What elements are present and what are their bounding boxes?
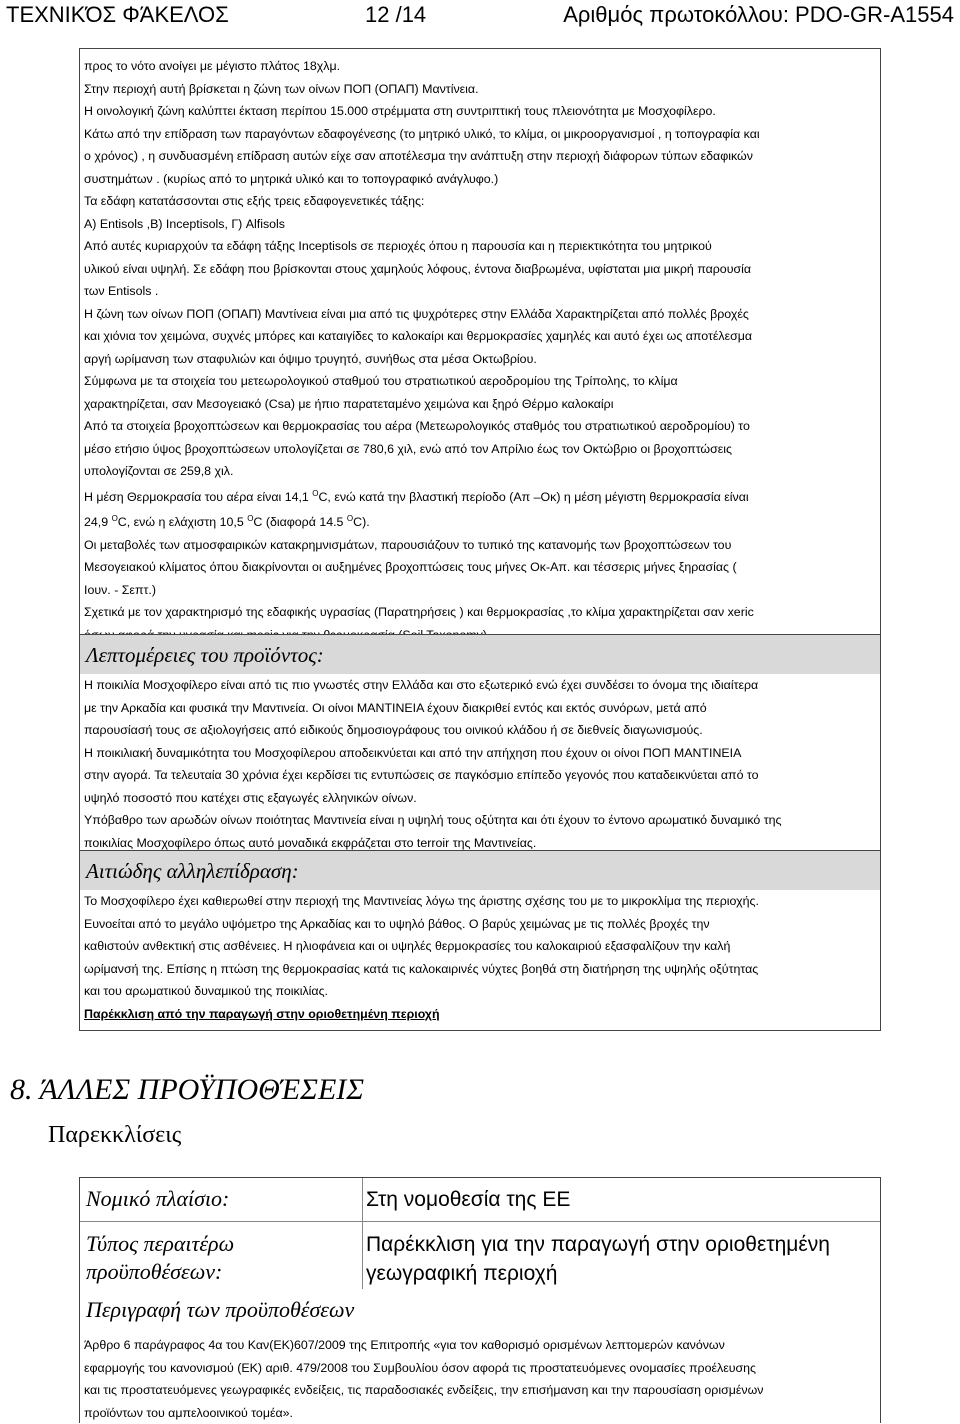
text-line: Η ζώνη των οίνων ΠΟΠ (ΟΠΑΠ) Μαντίνεια είναι μια από τις ψυχρότερες στην Ελλάδα Χαρακτηρίζεται από πολλές βροχές <box>84 303 876 326</box>
text-line: Τα εδάφη κατατάσσονται στις εξής τρεις εδαφογενετικές τάξης: <box>84 190 876 213</box>
text-line: με την Αρκαδία και φυσικά την Μαντινεία. Οι οίνοι ΜΑΝΤΙΝΕΙΑ έχουν διακριθεί εντός και εκτός συνόρων, μετά από <box>84 697 876 720</box>
text-line: ωρίμανσή της. Επίσης η πτώση της θερμοκρασίας κατά τις καλοκαιρινές νύχτες βοηθά στη διατήρηση της υψηλής οξύτητας <box>84 958 876 981</box>
temperature-line-2 <box>84 508 876 534</box>
description-label: Περιγραφή των προϋποθέσεων <box>86 1297 354 1323</box>
legal-label: Νομικό πλαίσιο: <box>86 1186 229 1212</box>
soil-climate-box <box>79 48 881 634</box>
product-heading-band <box>79 634 881 676</box>
text-line: και χιόνια τον χειμώνα, συχνές μπόρες και καταιγίδες το καλοκαίρι και θερμοκρασίες χαμηλές και αυτό έχει ως αποτέλεσμα <box>84 325 876 348</box>
protocol-number: Αριθμός πρωτοκόλλου: PDO-GR-A1554 <box>563 2 954 28</box>
text-line: ποικιλίας Μοσχοφίλερο όπως αυτό μοναδικά εκφράζεται στο terroir της Μαντινείας. <box>84 832 876 855</box>
text-line: και του αρωματικού δυναμικού της ποικιλίας. <box>84 980 876 1003</box>
temp2-d: C). <box>353 515 370 529</box>
text-line: Υπόβαθρο των αρωδών οίνων ποιότητας Μαντινεία είναι η υψηλή τους οξύτητα και ότι έχουν το έντονο αρωματικό δυναμικό της <box>84 809 876 832</box>
causal-heading: Αιτιώδης αλληλεπίδραση: <box>79 850 881 892</box>
section-subtitle: Παρεκκλίσεις <box>48 1122 181 1149</box>
temp2-b: C, ενώ η ελάχιστη 10,5 <box>118 515 247 529</box>
text-line: Το Μοσχοφίλερο έχει καθιερωθεί στην περιοχή της Μαντινείας λόγω της άριστης σχέσης του με το μικροκλίμα της περιοχής. <box>84 890 876 913</box>
causal-box <box>79 890 881 1031</box>
causal-heading-band <box>79 850 881 892</box>
page-number: 12 /14 <box>365 2 426 28</box>
text-line: Από αυτές κυριαρχούν τα εδάφη τάξης Inceptisols σε περιοχές όπου η παρουσία και η περιεκτικότητα του μητρικού <box>84 235 876 258</box>
doc-type: ΤΕΧΝΙΚΌΣ ΦΆΚΕΛΟΣ <box>6 2 229 28</box>
product-heading: Λεπτομέρειες του προϊόντος: <box>79 634 881 676</box>
text-line: υψηλό ποσοστό που κατέχει στις εξαγωγές ελληνικών οίνων. <box>84 787 876 810</box>
text-line: και τις προστατευόμενες γεωγραφικές ενδείξεις, τις παραδοσιακές ενδείξεις, την επισήμανση και την παρουσίαση ορισμένων <box>84 1379 876 1402</box>
text-line: χαρακτηρίζεται, σαν Μεσογειακό (Csa) με ήπιο παρατεταμένο χειμώνα και ξηρό Θέρμο καλοκαίρι <box>84 393 876 416</box>
text-line: μέσο ετήσιο ύψος βροχοπτώσεων υπολογίζεται σε 780,6 χιλ, ενώ από τον Απρίλιο έως τον Οκτώβριο οι βροχοπτώσεις <box>84 438 876 461</box>
text-line: Στην περιοχή αυτή βρίσκεται η ζώνη των οίνων ΠΟΠ (ΟΠΑΠ) Μαντίνεια. <box>84 78 876 101</box>
text-line: Η ποικιλία Μοσχοφίλερο είναι από τις πιο γνωστές στην Ελλάδα και στο εξωτερικό ενώ έχει συνδέσει το όνομα της ιδιαίτερα <box>84 674 876 697</box>
text-line: εφαρμογής του κανονισμού (ΕΚ) αριθ. 479/2008 του Συμβουλίου όσον αφορά τις προστατευόμενες ονομασίες προέλευσης <box>84 1357 876 1380</box>
description-text <box>84 1334 876 1424</box>
derogations-table <box>79 1177 881 1423</box>
legal-row <box>80 1178 880 1222</box>
temp-text-a: Η μέση Θερμοκρασία του αέρα είναι 14,1 <box>84 490 312 504</box>
text-line: υπολογίζονται σε 259,8 χιλ. <box>84 460 876 483</box>
degree-sup: O <box>112 514 118 523</box>
product-box <box>79 674 881 854</box>
text-line: καθιστούν ανθεκτική στις ασθένειες. Η ηλιοφάνεια και οι υψηλές θερμοκρασίες του καλοκαιριού εξασφαλίζουν την καλή <box>84 935 876 958</box>
text-line: Η οινολογική ζώνη καλύπτει έκταση περίπου 15.000 στρέμματα στη συντριπτική τους πλειονότητα με Μοσχοφίλερο. <box>84 100 876 123</box>
temp2-c: C (διαφορά 14.5 <box>253 515 346 529</box>
degree-sup: O <box>347 514 353 523</box>
section-title: 8. ΆΛΛΕΣ ΠΡΟΫΠΟΘΈΣΕΙΣ <box>10 1073 364 1107</box>
text-line: υλικού είναι υψηλή. Σε εδάφη που βρίσκονται στους χαμηλούς λόφους, έντονα διαβρωμένα, υφίσταται μια μικρή παρουσία <box>84 258 876 281</box>
text-line: ο χρόνος) , η συνδυασμένη επίδραση αυτών είχε σαν αποτέλεσμα την ανάπτυξη στην περιοχή διάφορων τύπων εδαφικών <box>84 145 876 168</box>
text-line: Σύμφωνα με τα στοιχεία του μετεωρολογικού σταθμού του στρατιωτικού αεροδρομίου της Τρίπολης, το κλίμα <box>84 370 876 393</box>
legal-value: Στη νομοθεσία της ΕΕ <box>366 1185 570 1214</box>
derogation-text: Παρέκκλιση από την παραγωγή στην οριοθετημένη περιοχή <box>84 1007 440 1021</box>
text-line: των Entisols . <box>84 280 876 303</box>
type-label: Τύπος περαιτέρω προϋποθέσεων: <box>86 1230 346 1286</box>
text-line: προϊόντων του αμπελοοινικού τομέα». <box>84 1402 876 1424</box>
description-heading-row <box>80 1289 880 1333</box>
text-line: Από τα στοιχεία βροχοπτώσεων και θερμοκρασίας του αέρα (Μετεωρολογικός σταθμός του στρατιωτικού αεροδρομίου) το <box>84 415 876 438</box>
text-line: Μεσογειακού κλίματος όπου διακρίνονται οι αυξημένες βροχοπτώσεις τους μήνες Οκ-Απ. και τέσσερις μήνες ξηρασίας ( <box>84 556 876 579</box>
derogation-note <box>84 1003 876 1026</box>
text-line: Κάτω από την επίδραση των παραγόντων εδαφογένεσης (το μητρικό υλικό, το κλίμα, οι μικροοργανισμοί , η τοπογραφία και <box>84 123 876 146</box>
temp2-a: 24,9 <box>84 515 112 529</box>
page-header <box>0 0 960 30</box>
text-line: προς το νότο ανοίγει με μέγιστο πλάτος 18χλμ. <box>84 55 876 78</box>
text-line: Η ποικιλιακή δυναμικότητα του Μοσχοφίλερου αποδεικνύεται και από την απήχηση που έχουν οι οίνοι ΠΟΠ ΜΑΝΤΙΝΕΙΑ <box>84 742 876 765</box>
text-line: Ιουν. - Σεπτ.) <box>84 579 876 602</box>
degree-sup: O <box>312 489 318 498</box>
type-value: Παρέκκλιση για την παραγωγή στην οριοθετημένη γεωγραφική περιοχή <box>366 1230 836 1288</box>
text-line: Οι μεταβολές των ατμοσφαιρικών κατακρημνισμάτων, παρουσιάζουν το τυπικό της κατανομής των βροχοπτώσεων του <box>84 534 876 557</box>
text-line: στην αγορά. Τα τελευταία 30 χρόνια έχει κερδίσει τις εντυπώσεις σε παγκόσμιο επίπεδο γεγονός που καταδεικνύεται από το <box>84 764 876 787</box>
text-line: Α) Entisols ,Β) Inceptisols, Γ) Alfisols <box>84 213 876 236</box>
temperature-line <box>84 483 876 509</box>
degree-sup: O <box>247 514 253 523</box>
text-line: Σχετικά με τον χαρακτηρισμό της εδαφικής υγρασίας (Παρατηρήσεις ) και θερμοκρασίας ,το κλίμα χαρακτηρίζεται σαν xeric <box>84 601 876 624</box>
text-line: αργή ωρίμανση των σταφυλιών και όψιμο τρυγητό, συνήθως στα μέσα Οκτωβρίου. <box>84 348 876 371</box>
text-line: συστημάτων . (κυρίως από το μητρικά υλικό και το τοπογραφικό ανάγλυφο.) <box>84 168 876 191</box>
text-line: Άρθρο 6 παράγραφος 4α του Καν(ΕΚ)607/2009 της Επιτροπής «για τον καθορισμό ορισμένων λεπτομερών κανόνων <box>84 1334 876 1357</box>
text-line: παρουσίασή τους σε αξιολογήσεις από ειδικούς δημοσιογράφους του οινικού κλάδου ή σε διεθνείς διαγωνισμούς. <box>84 719 876 742</box>
text-line: Ευνοείται από το μεγάλο υψόμετρο της Αρκαδίας και το υψηλό βάθος. Ο βαρύς χειμώνας με τις πολλές βροχές την <box>84 913 876 936</box>
temp-text-b: C, ενώ κατά την βλαστική περίοδο (Απ –Οκ) η μέση μέγιστη θερμοκρασία είναι <box>318 490 748 504</box>
